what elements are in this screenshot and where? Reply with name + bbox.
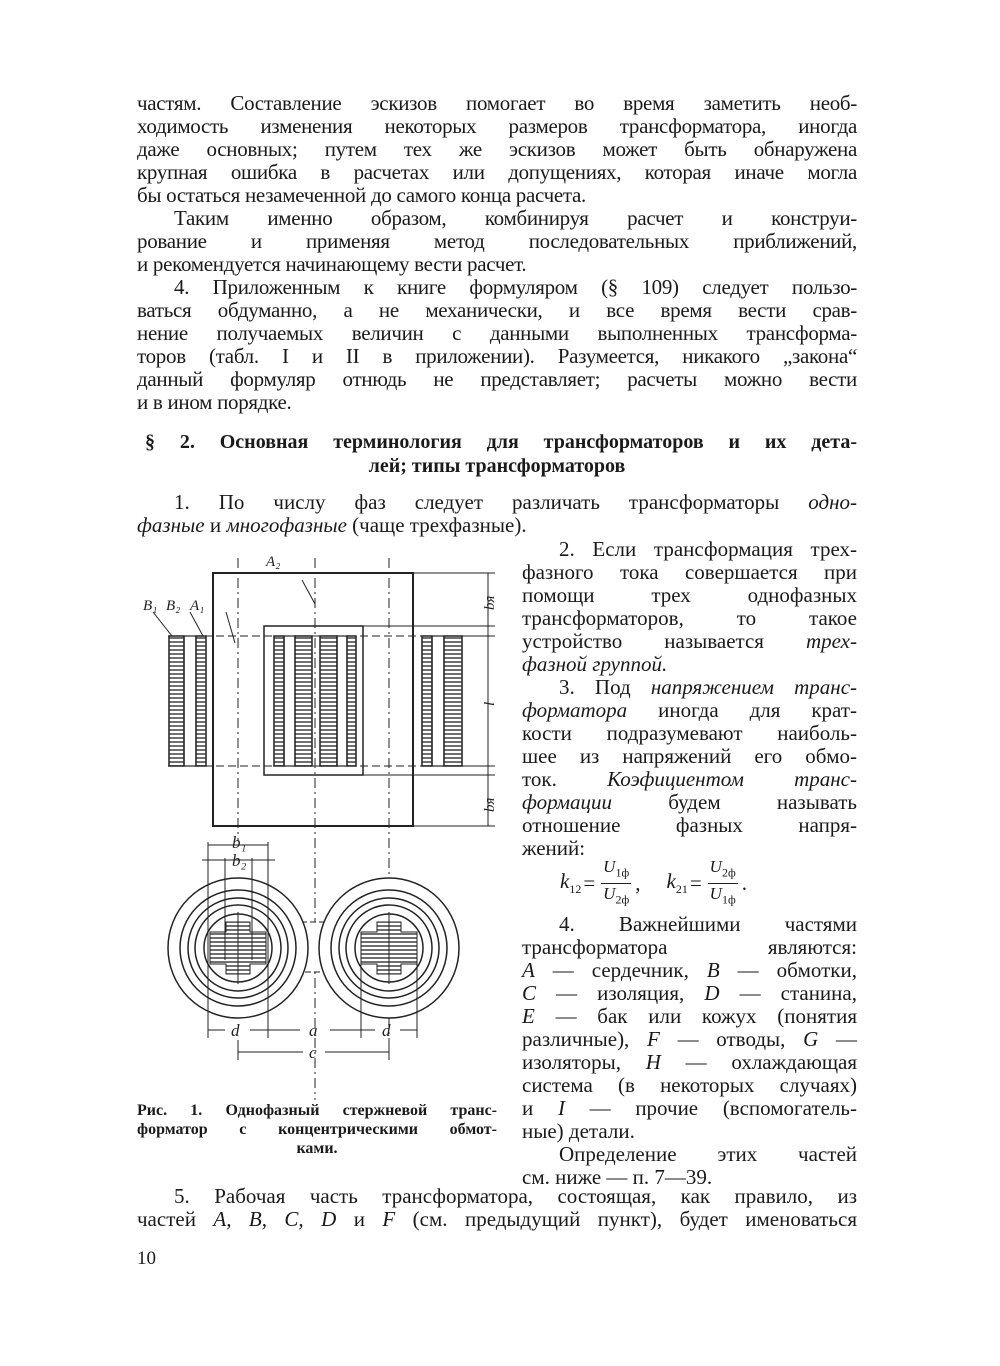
text-segment: даже основных; путем тех же эскизов может быть обнаружена xyxy=(137,137,857,161)
text-segment: частей xyxy=(137,1207,214,1231)
text-line xyxy=(522,1028,857,1051)
text-segment: ток. xyxy=(522,767,608,791)
text-line xyxy=(137,1208,857,1231)
text-line xyxy=(522,936,857,959)
text-line xyxy=(137,1120,497,1139)
text-line xyxy=(137,1101,497,1120)
k12-symbol: $k_{12}$ xyxy=(560,868,582,897)
text-segment: нение получаемых величин с данными выполненных трансформа- xyxy=(137,321,857,345)
winding-left-inner xyxy=(274,636,312,766)
text-segment: помощи трех однофазных xyxy=(522,583,857,607)
text-line xyxy=(522,982,857,1005)
text-line xyxy=(522,561,857,584)
text-segment: 1. По числу фаз следует различать трансформаторы xyxy=(174,490,809,514)
text-segment: — отводы, xyxy=(659,1027,804,1051)
text-segment: бы остаться незамеченной до самого конца расчета. xyxy=(137,183,587,207)
text-segment: ходимость изменения некоторых размеров трансформатора, иногда xyxy=(137,114,857,138)
equals-sign: = xyxy=(583,870,596,895)
text-line xyxy=(522,1143,857,1166)
italic-term: C xyxy=(522,981,537,1005)
text-segment: (чаще трехфазные). xyxy=(346,513,527,537)
text-line xyxy=(522,630,857,653)
text-line xyxy=(522,1120,857,1143)
separator: , xyxy=(635,870,641,895)
text-line xyxy=(522,791,857,814)
text-segment: трансформатора являются: xyxy=(522,935,857,959)
text-segment: — бак или кожух (понятия xyxy=(534,1004,857,1028)
text-segment: — обмотки, xyxy=(719,958,857,982)
text-segment: рование и применяя метод последовательных приближений, xyxy=(137,229,857,253)
text-segment: ные) детали. xyxy=(522,1119,635,1143)
text-segment: Рис. 1. Однофазный стержневой транс- xyxy=(137,1102,497,1119)
text-line xyxy=(522,768,857,791)
text-segment: будем называть xyxy=(612,790,857,814)
core-outline xyxy=(213,573,413,826)
center-lines xyxy=(238,558,389,1100)
text-line xyxy=(522,837,857,860)
text-segment: § 2. Основная терминология для трансформаторов и их дета- xyxy=(145,431,857,453)
text-line xyxy=(522,538,857,561)
label-d-left: d xyxy=(231,1021,240,1040)
text-line xyxy=(522,722,857,745)
text-segment: шее из напряжений его обмо- xyxy=(522,744,857,768)
paragraph-right-column-1 xyxy=(522,538,857,860)
text-line xyxy=(137,1139,497,1158)
italic-term: H xyxy=(645,1050,661,1074)
paragraph-bottom xyxy=(137,1185,857,1231)
italic-term: B xyxy=(706,958,720,982)
transformer-diagram xyxy=(0,0,520,1100)
text-segment: устройство называется xyxy=(522,629,806,653)
text-line xyxy=(522,1051,857,1074)
text-segment: иногда для крат- xyxy=(627,698,857,722)
text-line xyxy=(522,699,857,722)
text-line xyxy=(522,1074,857,1097)
text-segment: — изоляция, xyxy=(536,981,705,1005)
italic-term: трех- xyxy=(805,629,857,653)
text-line xyxy=(522,1097,857,1120)
winding-right-outer xyxy=(422,636,462,766)
text-segment: и в ином порядке. xyxy=(137,390,292,414)
italic-term: A xyxy=(522,958,535,982)
text-segment: крупная ошибка в расчетах или допущениях, которая иначе могла xyxy=(137,160,857,184)
text-segment: ваться обдуманно, а не механически, и все время вести срав- xyxy=(137,298,857,322)
winding-right-inner xyxy=(320,636,356,766)
text-segment: и рекомендуется начинающему вести расчет. xyxy=(137,252,527,276)
text-segment: различные), xyxy=(522,1027,648,1051)
text-segment: ками. xyxy=(296,1140,338,1157)
italic-term: фазные xyxy=(137,513,205,537)
text-segment: система (в некоторых случаях) xyxy=(522,1073,857,1097)
text-segment: Определение этих частей xyxy=(559,1142,857,1166)
period: . xyxy=(741,870,747,895)
text-line xyxy=(522,913,857,936)
label-B1: B₁ xyxy=(143,598,158,614)
text-segment: данный формуляр отнюдь не представляет; расчеты можно вести xyxy=(137,367,857,391)
text-segment: торов (табл. I и II в приложении). Разумеется, никакого „закона“ xyxy=(137,344,857,368)
text-segment: — xyxy=(818,1027,857,1051)
text-segment: кости подразумевают наиболь- xyxy=(522,721,857,745)
label-A1: A₁ xyxy=(190,598,205,614)
text-line xyxy=(522,959,857,982)
italic-term: Коэфициентом транс- xyxy=(607,767,857,791)
text-line xyxy=(522,745,857,768)
italic-term: F xyxy=(382,1207,396,1231)
italic-term: D xyxy=(704,981,720,1005)
text-segment: — станина, xyxy=(719,981,857,1005)
figure-caption xyxy=(137,1101,497,1158)
transformation-ratio-formula xyxy=(560,858,860,908)
front-view xyxy=(143,554,498,1100)
italic-term: формации xyxy=(522,790,612,814)
italic-term: многофазные xyxy=(226,513,347,537)
text-line xyxy=(522,584,857,607)
plan-view xyxy=(168,833,459,1062)
text-segment: — прочие (вспомогатель- xyxy=(564,1096,857,1120)
text-segment: частям. Составление эскизов помогает во время заметить необ- xyxy=(137,91,857,115)
text-line xyxy=(522,653,857,676)
text-segment: 3. Под xyxy=(559,675,651,699)
label-A2: A₂ xyxy=(266,554,281,570)
text-segment: 4. Приложенным к книге формуляром (§ 109) следует пользо- xyxy=(174,275,857,299)
page-number: 10 xyxy=(137,1248,156,1269)
text-segment: см. ниже — п. 7—39. xyxy=(522,1165,713,1189)
k21-symbol: $k_{21}$ xyxy=(666,868,688,897)
text-segment: 4. Важнейшими частями xyxy=(559,912,857,936)
label-b2: b₂ xyxy=(232,851,247,870)
italic-term: A, B, C, D xyxy=(213,1207,337,1231)
italic-term: E xyxy=(522,1004,535,1028)
italic-term: F xyxy=(647,1027,660,1051)
text-line xyxy=(137,1185,857,1208)
text-segment: лей; типы трансформаторов xyxy=(368,455,626,477)
fraction-1: $\frac{U_{1ф}}{U_{2ф}}$ xyxy=(603,857,630,906)
text-segment: — сердечник, xyxy=(534,958,707,982)
italic-term: одно- xyxy=(808,490,857,514)
text-segment: отношение фазных напря- xyxy=(522,813,857,837)
paragraph-right-column-2 xyxy=(522,913,857,1189)
text-segment: 5. Рабочая часть трансформатора, состоящая, как правило, из xyxy=(174,1184,857,1208)
fraction-2: $\frac{U_{2ф}}{U_{1ф}}$ xyxy=(709,857,736,906)
text-line xyxy=(522,814,857,837)
label-d-right: d xyxy=(382,1021,391,1040)
text-segment: 2. Если трансформация трех- xyxy=(559,537,857,561)
text-segment: и xyxy=(522,1096,558,1120)
winding-left-outer xyxy=(169,636,206,766)
label-c: c xyxy=(309,1043,317,1062)
text-segment: и xyxy=(204,513,227,537)
text-segment: (см. предыдущий пункт), будет именоваться xyxy=(395,1207,857,1231)
text-segment: трансформаторов, то такое xyxy=(522,606,857,630)
italic-term: напряжением транс- xyxy=(650,675,858,699)
text-segment: фазного тока совершается при xyxy=(522,560,857,584)
text-segment: Таким именно образом, комбинируя расчет и конструи- xyxy=(174,206,857,230)
text-segment: и xyxy=(336,1207,383,1231)
label-b1: b₁ xyxy=(232,833,247,852)
text-line xyxy=(522,676,857,699)
text-segment: жений: xyxy=(522,836,586,860)
equals-sign: = xyxy=(689,870,702,895)
italic-term: G xyxy=(803,1027,819,1051)
text-line xyxy=(522,607,857,630)
text-segment: изоляторы, xyxy=(522,1050,646,1074)
italic-term: I xyxy=(557,1096,565,1120)
label-l: l xyxy=(482,701,498,706)
text-line xyxy=(522,1005,857,1028)
text-segment: форматор с концентрическими обмот- xyxy=(137,1121,497,1138)
label-B2: B₂ xyxy=(166,598,181,614)
label-b-ya-top: bя xyxy=(482,595,498,610)
italic-term: фазной группой. xyxy=(522,652,668,676)
label-b-ya-bottom: bя xyxy=(482,797,498,812)
label-a: a xyxy=(309,1021,318,1040)
text-segment: — охлаждающая xyxy=(660,1050,857,1074)
italic-term: форматора xyxy=(522,698,628,722)
